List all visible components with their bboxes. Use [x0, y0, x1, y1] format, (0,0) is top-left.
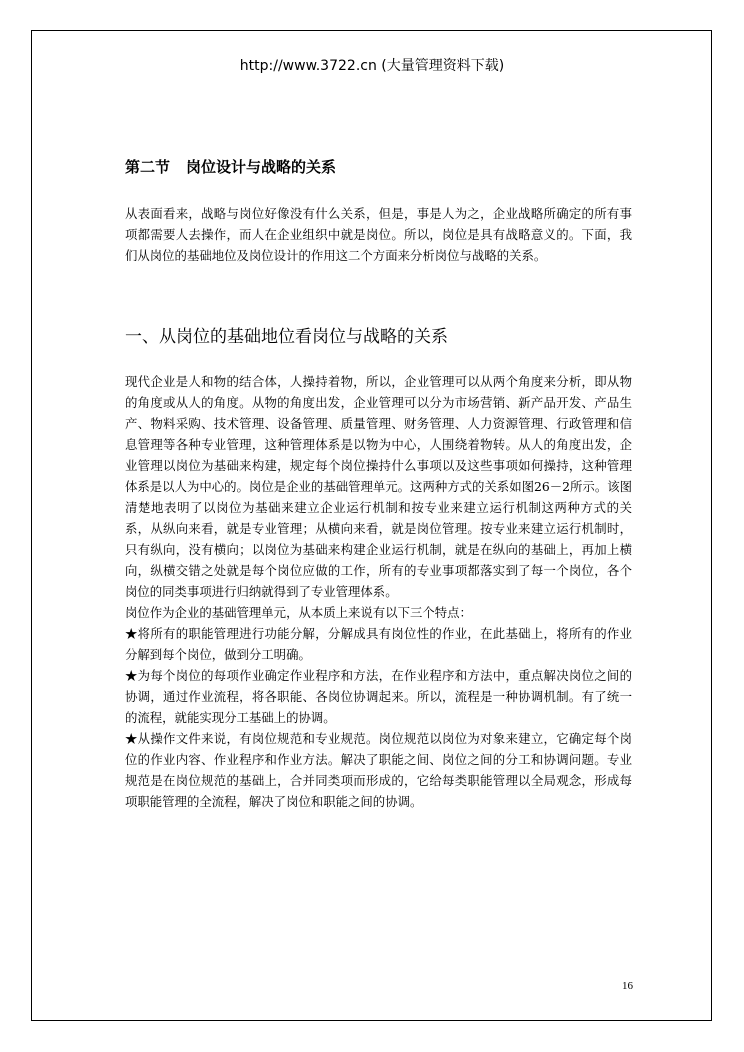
page-header-url: http://www.3722.cn (大量管理资料下载) [239, 58, 505, 74]
body-paragraph: 现代企业是人和物的结合体，人操持着物，所以，企业管理可以从两个角度来分析，即从物的角度或从人的角度。从物的角度出发，企业管理可以分为市场营销、新产品开发、产品生产、物料采购、技术管理、设备管理、质量管理、财务管理、人力资源管理、行政管理和信息管理等各种专业管理，这种管理体系是以物为中心，人围绕着物转。从人的角度出发，企业管理以岗位为基础来构建，规定每个岗位操持什么事项以及这些事项如何操持，这种管理体系是以人为中心的。岗位是企业的基础管理单元。这两种方式的关系如图26－2所示。该图清楚地表明了以岗位为基础来建立企业运行机制和按专业来建立运行机制这两种方式的关系，从纵向来看，就是专业管理；从横向来看，就是岗位管理。按专业来建立运行机制时，只有纵向，没有横向；以岗位为基础来构建企业运行机制，就是在纵向的基础上，再加上横向，纵横交错之处就是每个岗位应做的工作，所有的专业事项都落实到了每一个岗位，各个岗位的同类事项进行归纳就得到了专业管理体系。 [125, 374, 632, 599]
body-paragraph: 岗位作为企业的基础管理单元，从本质上来说有以下三个特点： [125, 605, 472, 620]
intro-paragraph: 从表面看来，战略与岗位好像没有什么关系，但是，事是人为之，企业战略所确定的所有事项都需要人去操作，而人在企业组织中就是岗位。所以，岗位是具有战略意义的。下面，我们从岗位的基础地位及岗位设计的作用这二个方面来分析岗位与战略的关系。 [125, 206, 632, 263]
subsection-title: 一、从岗位的基础地位看岗位与战略的关系 [125, 327, 448, 347]
section-number: 第二节 [125, 158, 171, 176]
bullet-paragraph: ★为每个岗位的每项作业确定作业程序和方法，在作业程序和方法中，重点解决岗位之间的协调，通过作业流程，将各职能、各岗位协调起来。所以，流程是一种协调机制。有了统一的流程，就能实现分工基础上的协调。 [125, 668, 632, 725]
subsection-body [125, 371, 632, 812]
page-number: 16 [622, 980, 633, 992]
section-title [125, 156, 632, 177]
bullet-paragraph: ★将所有的职能管理进行功能分解，分解成具有岗位性的作业，在此基础上，将所有的作业分解到每个岗位，做到分工明确。 [125, 626, 632, 662]
bullet-paragraph: ★从操作文件来说，有岗位规范和专业规范。岗位规范以岗位为对象来建立，它确定每个岗位的作业内容、作业程序和作业方法。解决了职能之间、岗位之间的分工和协调问题。专业规范是在岗位规范的基础上，合并同类项而形成的，它给每类职能管理以全局观念，形成每项职能管理的全流程，解决了岗位和职能之间的协调。 [125, 731, 632, 809]
section-heading: 岗位设计与战略的关系 [186, 158, 337, 176]
